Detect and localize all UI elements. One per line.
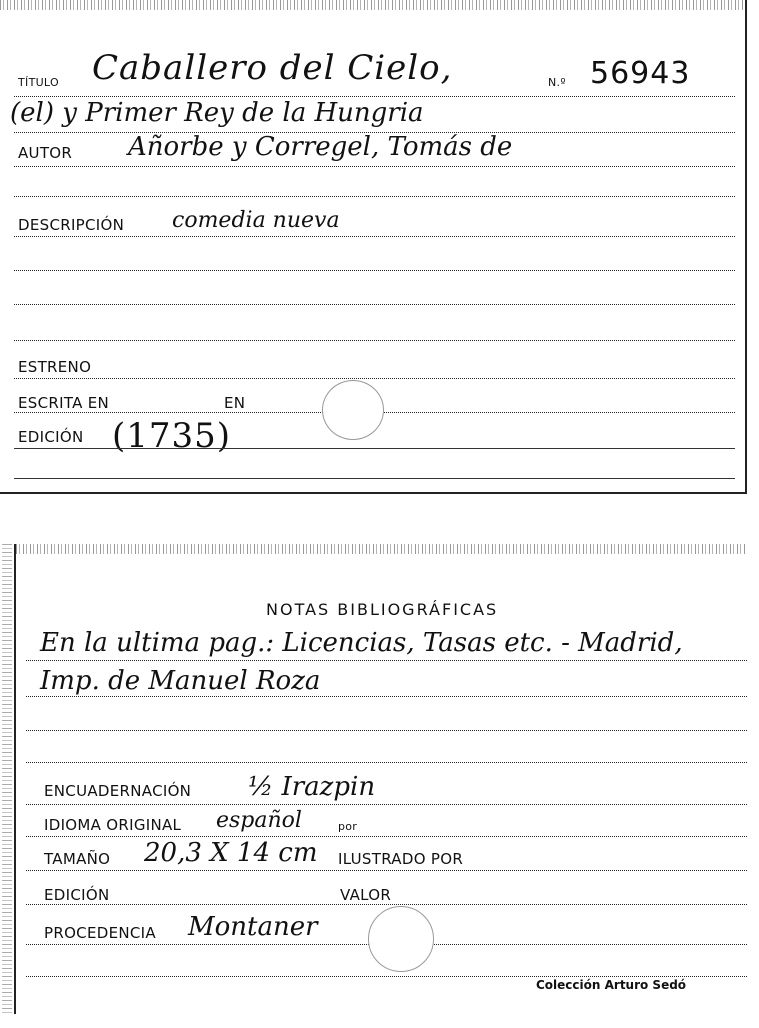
- author-line: [14, 166, 735, 167]
- description-line-2: [14, 270, 735, 271]
- provenance-label: PROCEDENCIA: [44, 924, 156, 942]
- size-label: TAMAÑO: [44, 850, 111, 868]
- edition-value: (1735): [112, 416, 232, 456]
- description-line-4: [14, 340, 735, 341]
- description-line: [14, 236, 735, 237]
- by-label: por: [338, 820, 358, 833]
- description-line-3: [14, 304, 735, 305]
- blank-line: [14, 196, 735, 197]
- punch-hole: [322, 380, 384, 440]
- notes-line2: Imp. de Manuel Roza: [40, 666, 321, 696]
- notes-line: [26, 660, 747, 661]
- collection-credit: Colección Arturo Sedó: [536, 978, 687, 992]
- bottom-card-line: [26, 976, 747, 977]
- card-torn-edge: [0, 0, 745, 10]
- notes-heading: NOTAS BIBLIOGRÁFICAS: [266, 600, 499, 619]
- description-label: DESCRIPCIÓN: [18, 216, 125, 234]
- title-label: TÍTULO: [18, 76, 59, 89]
- edition-line: [14, 448, 735, 449]
- number-value: 56943: [590, 56, 691, 91]
- notes-line-4: [26, 762, 747, 763]
- author-label: AUTOR: [18, 144, 73, 162]
- card-torn-side: [2, 544, 12, 1014]
- language-line: [26, 836, 747, 837]
- language-label: IDIOMA ORIGINAL: [44, 816, 182, 834]
- in-label: EN: [224, 394, 246, 412]
- edition-line: [26, 904, 747, 905]
- title-line2: (el) y Primer Rey de la Hungria: [10, 98, 424, 128]
- language-value: español: [216, 808, 302, 833]
- provenance-value: Montaner: [188, 912, 318, 942]
- premiere-label: ESTRENO: [18, 358, 92, 376]
- title-value: Caballero del Cielo,: [92, 48, 453, 88]
- punch-hole: [368, 906, 434, 972]
- edition-label: EDICIÓN: [18, 428, 84, 446]
- binding-line: [26, 804, 747, 805]
- bottom-edition-label: EDICIÓN: [44, 886, 110, 904]
- description-value: comedia nueva: [172, 208, 340, 233]
- catalog-card-bottom: [14, 544, 747, 1014]
- value-label: VALOR: [340, 886, 392, 904]
- binding-value: ½ Irazpin: [248, 772, 376, 802]
- bottom-line: [14, 478, 735, 479]
- title-line: [14, 96, 735, 97]
- number-label: N.º: [548, 76, 566, 89]
- size-line: [26, 870, 747, 871]
- notes-line-2: [26, 696, 747, 697]
- catalog-card-top: [0, 0, 747, 494]
- illustrated-label: ILUSTRADO POR: [338, 850, 464, 868]
- notes-line-3: [26, 730, 747, 731]
- written-label: ESCRITA EN: [18, 394, 110, 412]
- author-value: Añorbe y Corregel, Tomás de: [128, 132, 513, 162]
- premiere-line: [14, 378, 735, 379]
- size-value: 20,3 X 14 cm: [144, 838, 318, 868]
- binding-label: ENCUADERNACIÓN: [44, 782, 192, 800]
- card-torn-edge: [16, 544, 747, 554]
- notes-line1: En la ultima pag.: Licencias, Tasas etc. - Madrid,: [40, 628, 683, 658]
